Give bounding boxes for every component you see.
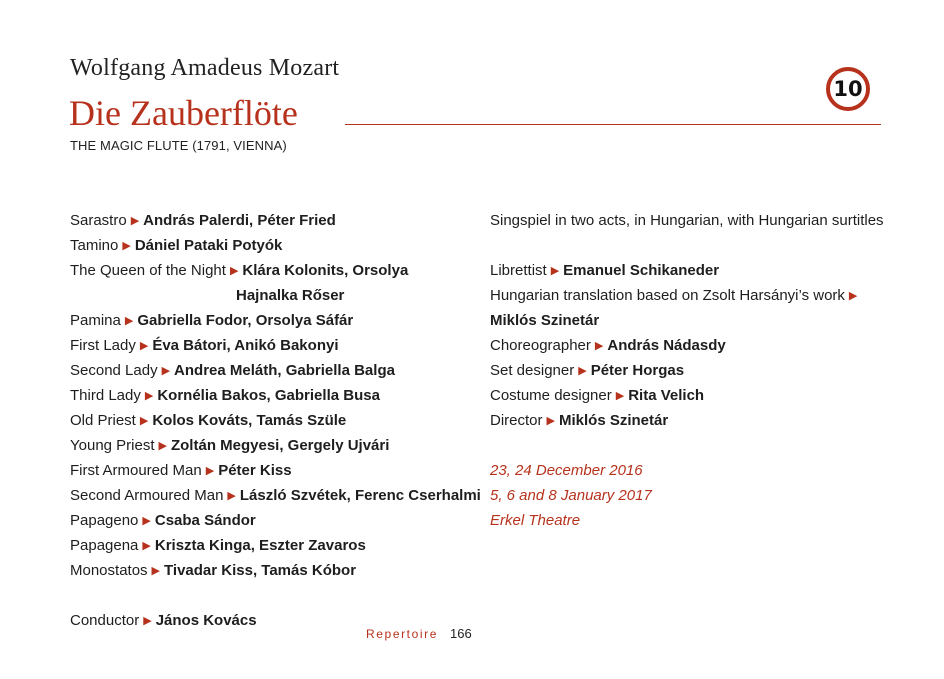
arrow-icon: ▶ <box>546 415 555 427</box>
arrow-icon: ▶ <box>143 615 152 627</box>
arrow-icon: ▶ <box>848 290 858 302</box>
role-label: Second Lady <box>70 362 158 379</box>
opera-title: Die Zauberflöte <box>69 93 298 133</box>
cast-row <box>70 211 336 232</box>
role-label: Papagena <box>70 537 139 554</box>
role-label: Third Lady <box>70 387 141 404</box>
credit-name: Emanuel Schikaneder <box>563 262 720 279</box>
venue: Erkel Theatre <box>490 512 581 529</box>
footer-section: Repertoire <box>366 627 439 641</box>
cast-row <box>70 361 395 382</box>
credit-row <box>490 261 719 282</box>
credit-label: Hungarian translation based on Zsolt Harsányi’s work <box>490 287 845 304</box>
arrow-icon: ▶ <box>142 540 151 552</box>
conductor-row <box>70 611 257 632</box>
credit-label: Director <box>490 412 543 429</box>
performer-names: András Palerdi, Péter Fried <box>143 212 336 229</box>
arrow-icon: ▶ <box>158 440 167 452</box>
performer-names: Kriszta Kinga, Eszter Zavaros <box>154 537 366 554</box>
cast-row <box>70 486 481 507</box>
credit-row <box>490 386 704 407</box>
arrow-icon: ▶ <box>139 340 149 352</box>
performer-names: Andrea Meláth, Gabriella Balga <box>174 362 395 379</box>
page-number: 166 <box>450 626 472 641</box>
arrow-icon: ▶ <box>124 315 134 327</box>
credit-row <box>490 361 684 382</box>
arrow-icon: ▶ <box>151 565 161 577</box>
credit-row <box>490 336 726 357</box>
role-label: Papageno <box>70 512 139 529</box>
composer-name: Wolfgang Amadeus Mozart <box>70 55 340 81</box>
cast-row <box>70 461 292 482</box>
arrow-icon: ▶ <box>578 365 587 377</box>
cast-row <box>70 336 339 357</box>
credit-name: András Nádasdy <box>607 337 726 354</box>
role-label: Monostatos <box>70 562 148 579</box>
performer-names: Éva Bátori, Anikó Bakonyi <box>152 337 339 354</box>
role-label: First Lady <box>70 337 136 354</box>
arrow-icon: ▶ <box>130 215 140 227</box>
credit-row <box>490 286 861 307</box>
credit-label: Set designer <box>490 362 575 379</box>
credit-label: Librettist <box>490 262 547 279</box>
number-badge: 10 <box>826 67 870 111</box>
cast-row-continuation <box>236 286 344 306</box>
performer-names: Hajnalka Rőser <box>236 287 345 304</box>
production-description: Singspiel in two acts, in Hungarian, with Hungarian surtitles <box>490 212 884 229</box>
role-label: The Queen of the Night <box>70 262 226 279</box>
cast-row <box>70 511 256 532</box>
performer-names: László Szvétek, Ferenc Cserhalmi <box>239 487 481 504</box>
arrow-icon: ▶ <box>227 490 236 502</box>
performer-names: János Kovács <box>155 612 257 629</box>
arrow-icon: ▶ <box>142 515 151 527</box>
cast-row <box>70 311 353 332</box>
credit-name: Miklós Szinetár <box>558 412 669 429</box>
arrow-icon: ▶ <box>161 365 171 377</box>
arrow-icon: ▶ <box>122 240 131 252</box>
credit-name: Péter Horgas <box>590 362 685 379</box>
performer-names: Dániel Pataki Potyók <box>134 237 283 254</box>
performer-names: Kolos Kováts, Tamás Szüle <box>152 412 347 429</box>
performance-dates: 23, 24 December 2016 <box>490 462 643 479</box>
cast-row <box>70 411 346 432</box>
credit-name: Miklós Szinetár <box>490 312 600 329</box>
credit-name: Rita Velich <box>628 387 705 404</box>
performer-names: Gabriella Fodor, Orsolya Sáfár <box>137 312 354 329</box>
performer-names: Péter Kiss <box>218 462 292 479</box>
cast-row <box>70 561 356 582</box>
credit-row <box>490 411 668 432</box>
arrow-icon: ▶ <box>205 465 215 477</box>
opera-subtitle: THE MAGIC FLUTE (1791, VIENNA) <box>70 138 287 153</box>
role-label: Old Priest <box>70 412 136 429</box>
arrow-icon: ▶ <box>615 390 625 402</box>
performer-names: Zoltán Megyesi, Gergely Ujvári <box>170 437 390 454</box>
arrow-icon: ▶ <box>550 265 560 277</box>
role-label: First Armoured Man <box>70 462 202 479</box>
arrow-icon: ▶ <box>139 415 149 427</box>
role-label: Tamino <box>70 237 119 254</box>
performer-names: Kornélia Bakos, Gabriella Busa <box>157 387 380 404</box>
credit-label: Choreographer <box>490 337 591 354</box>
credit-label: Costume designer <box>490 387 612 404</box>
cast-row <box>70 436 389 457</box>
performer-names: Tivadar Kiss, Tamás Kóbor <box>164 562 357 579</box>
performer-names: Csaba Sándor <box>154 512 256 529</box>
cast-row <box>70 386 380 407</box>
role-label: Young Priest <box>70 437 155 454</box>
cast-row <box>70 236 282 257</box>
role-label: Sarastro <box>70 212 127 229</box>
arrow-icon: ▶ <box>229 265 239 277</box>
title-rule <box>345 124 881 125</box>
cast-row <box>70 536 366 557</box>
role-label: Pamina <box>70 312 121 329</box>
cast-row <box>70 261 408 282</box>
performance-dates: 5, 6 and 8 January 2017 <box>490 487 652 504</box>
role-label: Second Armoured Man <box>70 487 224 504</box>
arrow-icon: ▶ <box>594 340 604 352</box>
credit-row-continuation <box>490 311 599 331</box>
arrow-icon: ▶ <box>144 390 154 402</box>
performer-names: Klára Kolonits, Orsolya <box>242 262 409 279</box>
role-label: Conductor <box>70 612 140 629</box>
